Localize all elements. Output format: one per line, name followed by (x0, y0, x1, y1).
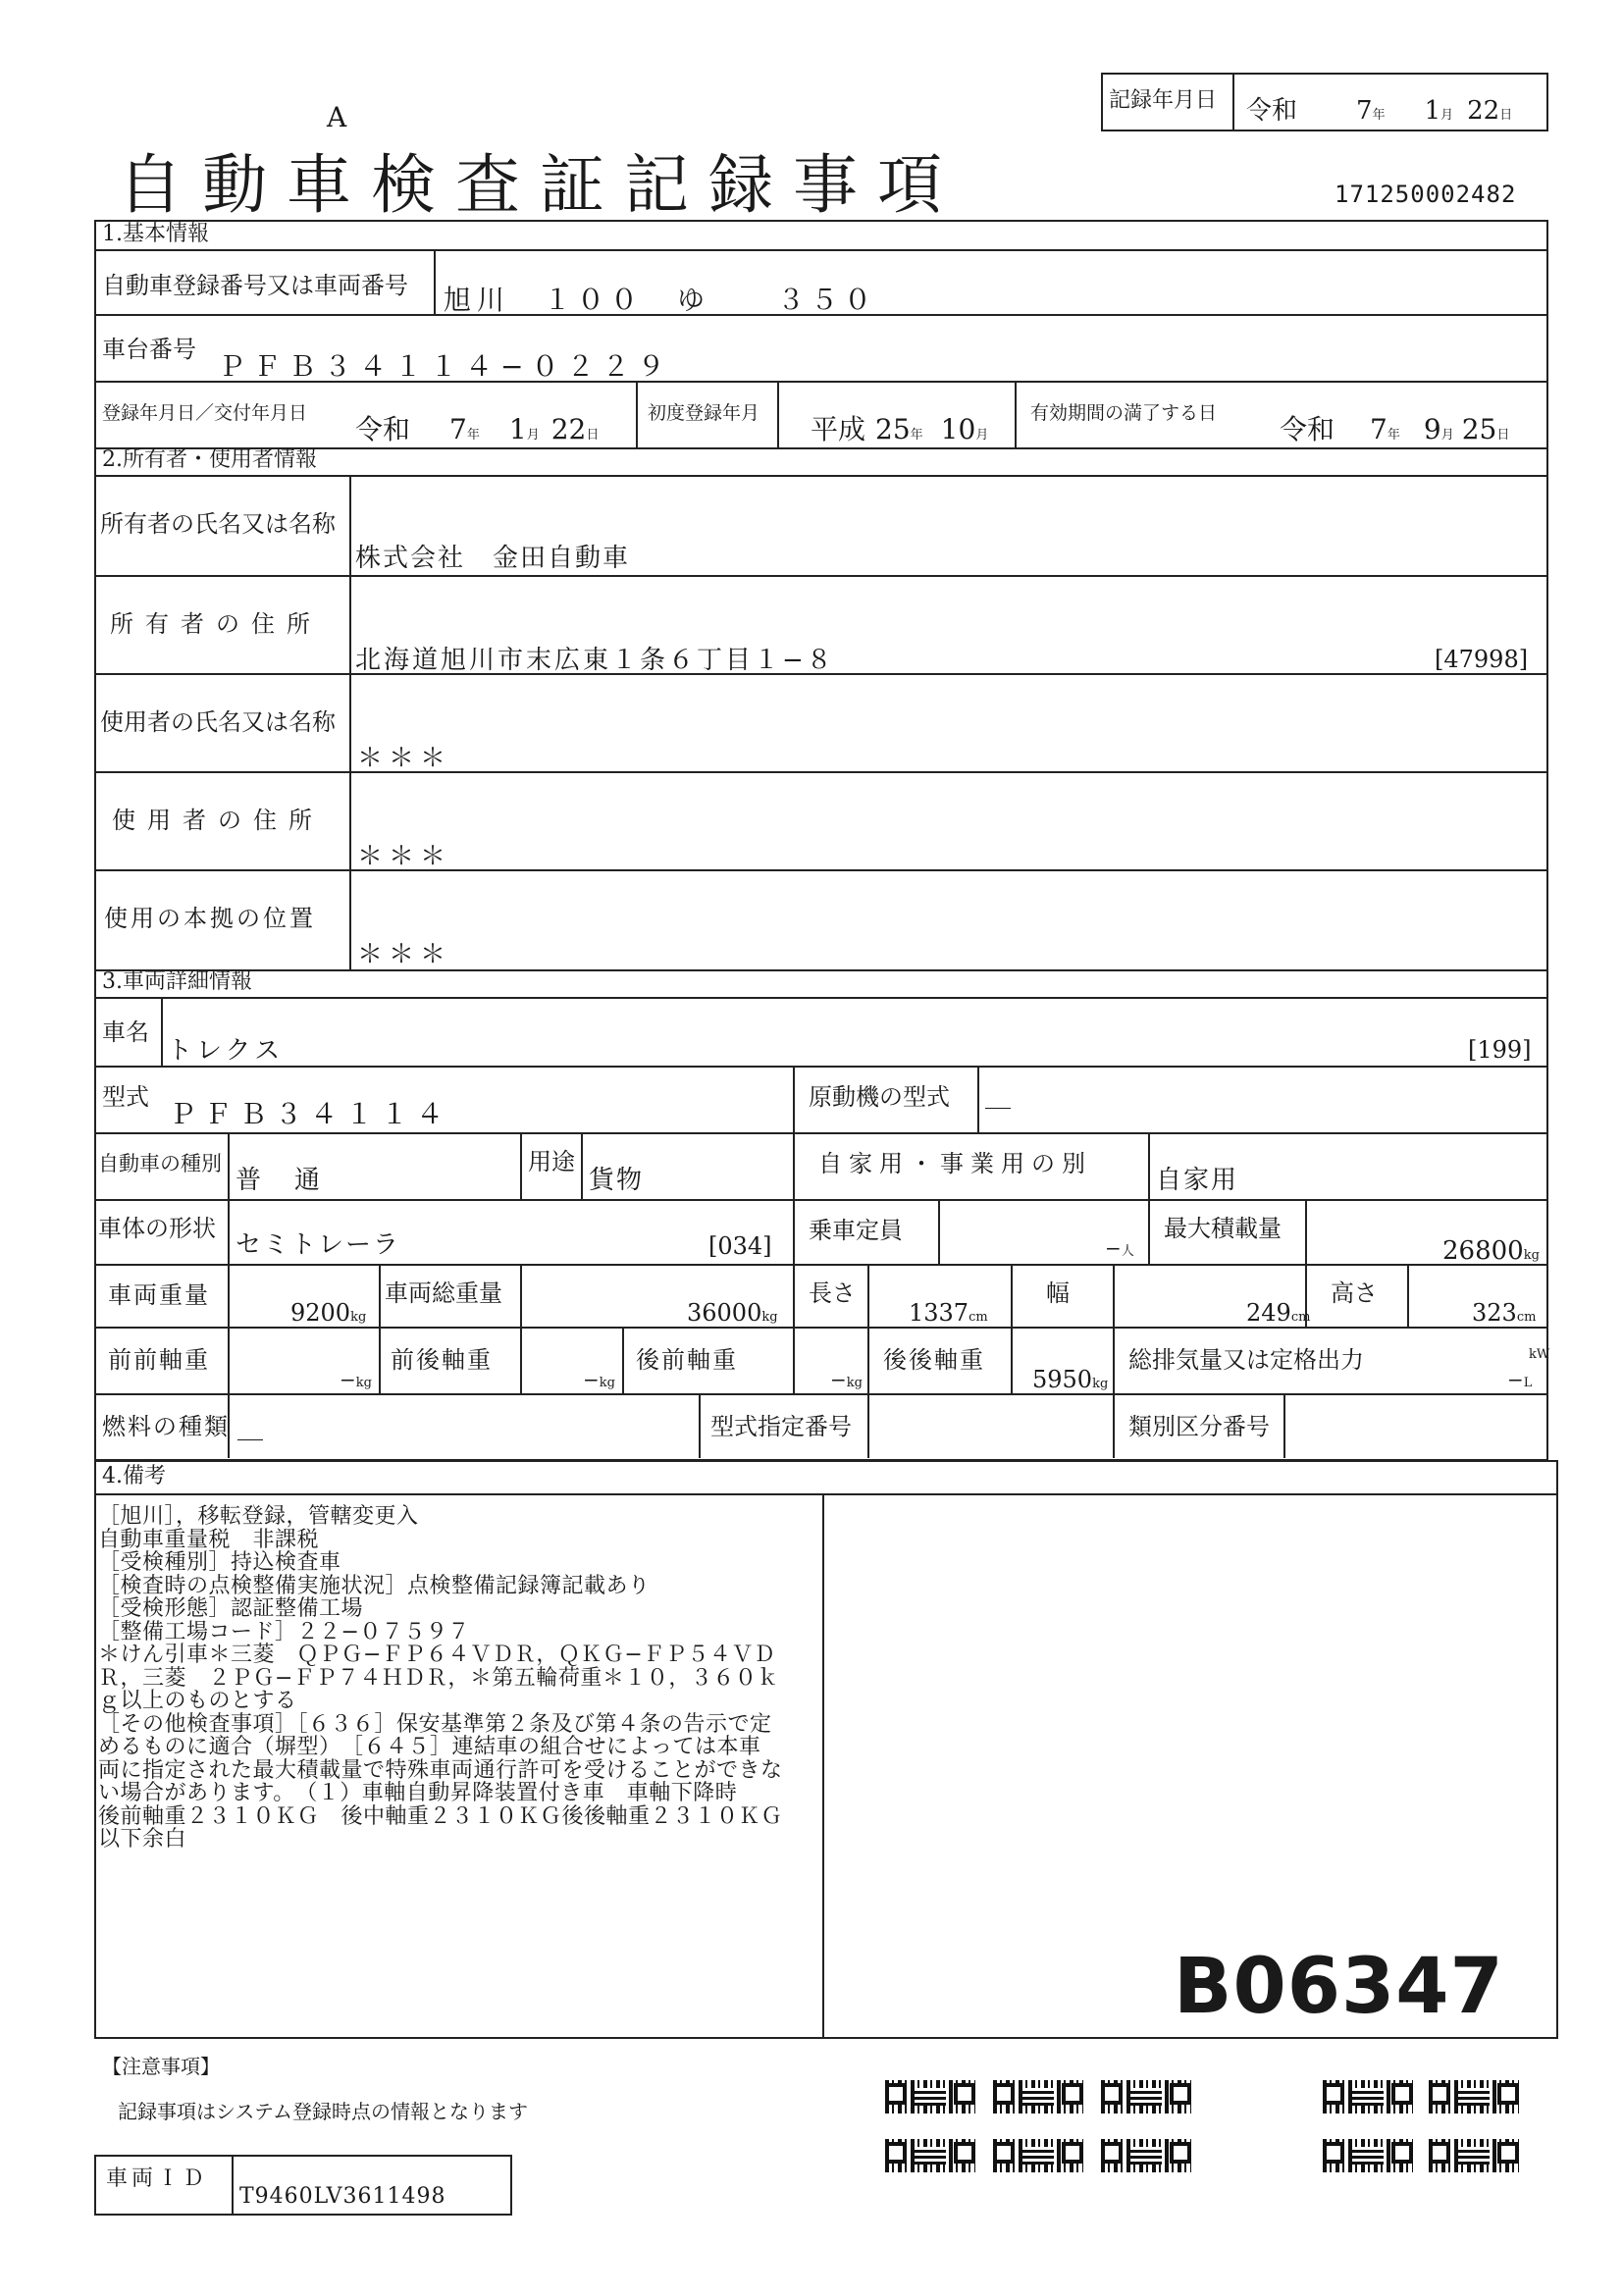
owner-name-value: 株式会社 金田自動車 (355, 544, 631, 573)
vehicle-name-code: [199] (1468, 1036, 1532, 1064)
capacity-label: 乗車定員 (809, 1217, 903, 1244)
private-label: 自家用・事業用の別 (818, 1150, 1092, 1177)
fuel-label: 燃料の種類 (102, 1413, 230, 1440)
reg-date-value: 令和 7年 1月 22日 (355, 413, 600, 445)
remarks-line: めるものに適合（塀型） ［６４５］連結車の組合せによっては本車 (98, 1735, 761, 1759)
body-label: 車体の形状 (98, 1215, 216, 1242)
expiry-label: 有効期間の満了する日 (1030, 402, 1218, 424)
document-number: 171250002482 (1335, 181, 1517, 208)
max-load-label: 最大積載量 (1164, 1215, 1282, 1242)
chassis-label: 車台番号 (102, 336, 196, 363)
length-value: 1337cm (909, 1299, 988, 1327)
use-value: 貨物 (589, 1166, 645, 1195)
expiry-value: 令和 7年 9月 25日 (1280, 413, 1510, 445)
fr-axle-value: −kg (583, 1368, 615, 1391)
qr-code-8 (1429, 2080, 1519, 2113)
ff-axle-value: −kg (340, 1368, 372, 1391)
displacement-label: 総排気量又は定格出力 (1128, 1346, 1364, 1374)
kind-value: 普 通 (236, 1166, 325, 1195)
body-value: セミトレーラ (236, 1230, 401, 1260)
max-load-value: 26800kg (1442, 1236, 1540, 1266)
remarks-line: 自動車重量税 非課税 (98, 1527, 320, 1552)
remarks-line: ［受検種別］持込検査車 (98, 1550, 341, 1575)
base-location-label: 使用の本拠の位置 (104, 905, 316, 932)
form-frame (94, 220, 1548, 1461)
document-title: 自動車検査証記録事項 (118, 147, 962, 223)
displacement-unit-kw: kW (1529, 1347, 1550, 1362)
owner-name-label: 所有者の氏名又は名称 (100, 510, 336, 538)
remarks-line: ［整備工場コード］２２−０７５９７ (98, 1619, 470, 1644)
owner-address-code: [47998] (1435, 646, 1529, 673)
notice-text: 記録事項はシステム登録時点の情報となります (118, 2100, 528, 2123)
height-value: 323cm (1472, 1299, 1537, 1327)
remarks-line: ［その他検査事項］［６３６］保安基準第２条及び第４条の告示で定 (98, 1711, 772, 1737)
vehicle-name-label: 車名 (102, 1018, 149, 1046)
ff-axle-label: 前前軸重 (108, 1346, 210, 1374)
base-location-value: ＊＊＊ (357, 940, 452, 969)
remarks-line: ［受検形態］認証整備工場 (98, 1596, 364, 1621)
qr-code-10 (1429, 2139, 1519, 2172)
section-vehicle-title: 3.車両詳細情報 (102, 969, 252, 994)
weight-label: 車両重量 (108, 1281, 210, 1309)
qr-code-5 (993, 2139, 1083, 2172)
section-owner-title: 2.所有者・使用者情報 (102, 447, 317, 472)
type-designation-label: 型式指定番号 (710, 1413, 852, 1440)
rr-axle-label: 後後軸重 (883, 1346, 985, 1374)
remarks-line: 両に指定された最大積載量で特殊車両通行許可を受けることができな (98, 1757, 783, 1783)
chassis-value: ＰＦＢ３４１１４−０２２９ (218, 350, 673, 383)
reg-date-label: 登録年月日／交付年月日 (102, 402, 308, 424)
model-label: 型式 (102, 1083, 149, 1111)
remarks-line: ［検査時の点検整備実施状況］点検整備記録簿記載あり (98, 1573, 651, 1598)
remarks-line: Ｒ，三菱 ２ＰＧ−ＦＰ７４ＨＤＲ，＊第五輪荷重＊１０，３６０ｋ (98, 1665, 779, 1691)
vehicle-id-label: 車両ＩＤ (106, 2166, 209, 2191)
vehicle-id-value: T9460LV3611498 (239, 2184, 446, 2209)
qr-code-2 (993, 2080, 1083, 2113)
kind-label: 自動車の種別 (98, 1152, 222, 1175)
model-value: ＰＦＢ３４１１４ (169, 1098, 452, 1130)
gross-weight-value: 36000kg (687, 1299, 778, 1327)
width-label: 幅 (1046, 1279, 1070, 1307)
first-reg-label: 初度登録年月 (648, 402, 760, 424)
capacity-value: −人 (1105, 1236, 1134, 1260)
reg-number-label: 自動車登録番号又は車両番号 (102, 272, 408, 299)
width-value: 249cm (1246, 1299, 1311, 1327)
qr-code-1 (885, 2080, 975, 2113)
qr-code-3 (1101, 2080, 1191, 2113)
owner-address-value: 北海道旭川市末広東１条６丁目１−８ (355, 646, 835, 675)
document-mark: A (327, 101, 347, 133)
private-value: 自家用 (1156, 1166, 1239, 1195)
user-address-value: ＊＊＊ (357, 842, 452, 871)
user-name-value: ＊＊＊ (357, 744, 452, 773)
stamp-number: B06347 (1174, 1943, 1504, 2031)
record-date-label: 記録年月日 (1109, 88, 1218, 113)
qr-code-9 (1323, 2139, 1413, 2172)
rf-axle-value: −kg (830, 1368, 863, 1391)
engine-label: 原動機の型式 (809, 1083, 950, 1111)
gross-weight-label: 車両総重量 (385, 1279, 502, 1307)
remarks-line: ＊けん引車＊三菱 ＱＰＧ−ＦＰ６４ＶＤＲ，ＱＫＧ−ＦＰ５４ＶＤ (98, 1643, 776, 1667)
qr-code-7 (1323, 2080, 1413, 2113)
qr-code-4 (885, 2139, 975, 2172)
length-label: 長さ (809, 1279, 856, 1307)
remarks-line: ［旭川］，移転登録，管轄変更入 (98, 1504, 419, 1529)
height-label: 高さ (1331, 1279, 1378, 1307)
owner-address-label: 所有者の住所 (110, 610, 322, 638)
first-reg-value: 平成 25年 10月 (811, 413, 989, 445)
remarks-text (98, 1505, 783, 1852)
fr-axle-label: 前後軸重 (391, 1346, 493, 1374)
user-address-label: 使用者の住所 (112, 807, 324, 834)
qr-code-6 (1101, 2139, 1191, 2172)
rf-axle-label: 後前軸重 (636, 1346, 738, 1374)
body-code: [034] (708, 1232, 772, 1260)
notice-title: 【注意事項】 (102, 2055, 220, 2078)
remarks-line: 後前軸重２３１０ＫＧ 後中軸重２３１０ＫＧ後後軸重２３１０ＫＧ (98, 1803, 783, 1829)
displacement-value: −L (1507, 1368, 1533, 1391)
section-remarks-title: 4.備考 (102, 1464, 166, 1488)
user-name-label: 使用者の氏名又は名称 (100, 708, 336, 736)
remarks-line: ｇ以上のものとする (98, 1689, 297, 1713)
use-label: 用途 (528, 1148, 575, 1175)
record-date-value: 令和 7年 1月 22日 (1246, 96, 1513, 126)
fuel-value: ＿ (237, 1415, 264, 1444)
remarks-line: い場合があります。 （１）車軸自動昇降装置付き車 車軸下降時 (98, 1781, 738, 1805)
section-basic-title: 1.基本情報 (102, 222, 209, 246)
engine-value: ＿ (985, 1083, 1012, 1113)
rr-axle-value: 5950kg (1032, 1366, 1109, 1393)
class-number-label: 類別区分番号 (1128, 1413, 1270, 1440)
weight-value: 9200kg (290, 1299, 367, 1327)
remarks-line: 以下余白 (98, 1827, 187, 1852)
vehicle-name-value: トレクス (167, 1036, 285, 1066)
reg-number-value: 旭川 １００ ゆ ３５０ (444, 284, 878, 316)
